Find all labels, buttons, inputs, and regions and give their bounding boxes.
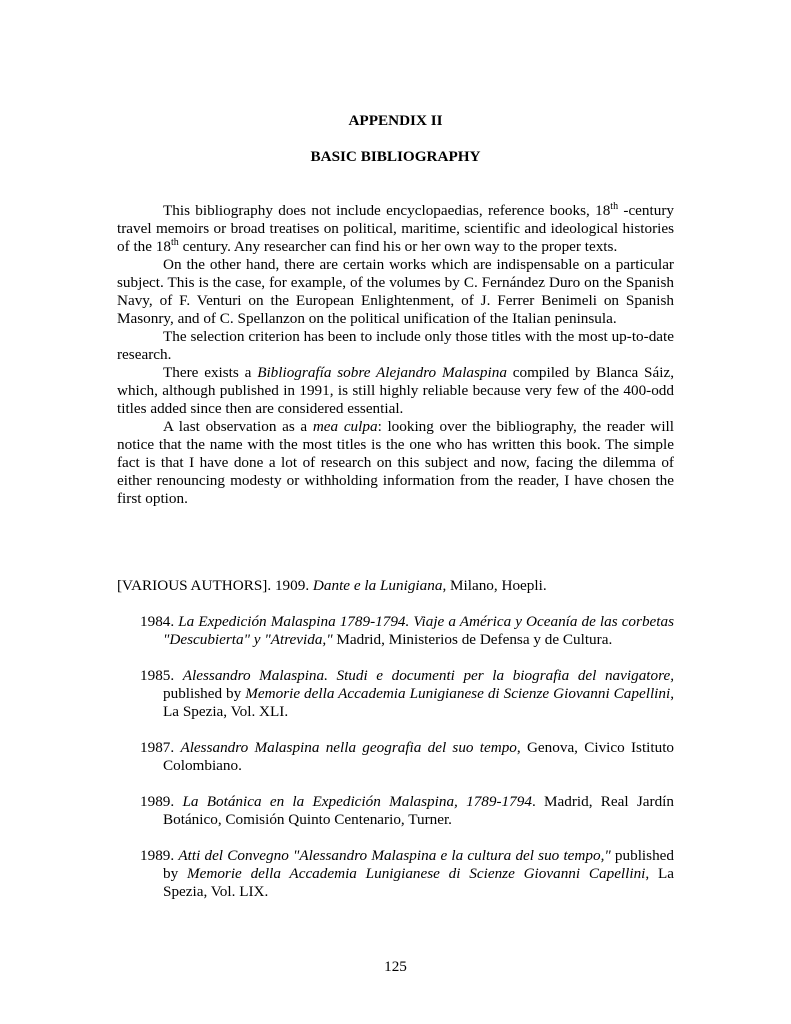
bibliography-first-entry — [117, 577, 674, 595]
bibliography-entry — [140, 613, 674, 649]
intro-paragraph-5 — [117, 418, 674, 508]
entry-publication: Memorie della Accademia Lunigianese di Scienze Giovanni Capellini — [186, 865, 646, 882]
text-run: century. Any researcher can find his or her own way to the proper texts. — [178, 238, 618, 255]
superscript: th — [171, 237, 179, 248]
entry-title: Alessandro Malaspina. Studi e documenti per la biografia del navigatore, — [182, 667, 674, 684]
entry-year: 1985. — [140, 667, 183, 684]
bibliography-list — [140, 613, 674, 919]
entry-year: 1989. — [140, 793, 183, 810]
entry-title: Dante e la Lunigiana — [312, 577, 443, 594]
intro-paragraph-3: The selection criterion has been to include only those titles with the most up-to-date research. — [117, 328, 674, 363]
entry-year: 1987. — [140, 739, 181, 756]
italic-title: Bibliografía sobre Alejandro Malaspina — [257, 364, 507, 381]
entry-published-by: published by — [163, 685, 246, 702]
entry-title: Alessandro Malaspina nella geografia del suo tempo — [180, 739, 517, 756]
bibliography-entry — [140, 847, 674, 901]
italic-phrase: mea culpa — [312, 418, 378, 435]
entry-rest: , Milano, Hoepli. — [442, 577, 547, 594]
bibliography-title: BASIC BIBLIOGRAPHY — [310, 148, 481, 165]
bibliography-entry — [140, 667, 674, 721]
appendix-title: APPENDIX II — [348, 112, 443, 129]
bibliography-entry — [140, 793, 674, 829]
intro-paragraph-1 — [117, 202, 674, 256]
entry-rest: . Madrid, Real Jardín Botánico, Comisión Quinto Centenario, Turner. — [163, 793, 674, 828]
intro-paragraph-4 — [117, 364, 674, 418]
entry-title: Atti del Convegno "Alessandro Malaspina e la cultura del suo tempo," — [178, 847, 611, 864]
text-run: There exists a — [163, 364, 258, 381]
page-number: 125 — [384, 958, 407, 975]
entry-title: La Expedición Malaspina 1789-1794. Viaje a América y Oceanía de las corbetas "Descubierta" y "Atrevida," — [163, 613, 674, 648]
text-run: A last observation as a — [163, 418, 313, 435]
entry-rest: , La Spezia, Vol. XLI. — [163, 685, 674, 720]
superscript: th — [610, 201, 619, 212]
text-run: compiled by Blanca Sáiz, which, although published in 1991, is still highly reliable because very few of the 400-odd titles added since then are considered essential. — [117, 364, 674, 417]
entry-publication: Memorie della Accademia Lunigianese di Scienze Giovanni Capellini — [245, 685, 671, 702]
intro-paragraph-2: On the other hand, there are certain works which are indispensable on a particular subject. This is the case, for example, of the volumes by C. Fernández Duro on the Spanish Navy, of F. Venturi on the European Enlightenment, of J. Ferrer Benimeli on Spanish Masonry, and of C. Spellanzon on the political unification of the Italian peninsula. — [117, 256, 674, 327]
entry-published-by: published by — [163, 847, 674, 882]
entry-year: 1984. — [140, 613, 179, 630]
entry-year: 1989. — [140, 847, 179, 864]
text-run: : looking over the bibliography, the reader will notice that the name with the most titles is the one who has written this book. The simple fact is that I have done a lot of research on this subject and now, facing the dilemma of either renouncing modesty or withholding information from the reader, I have chosen the first option. — [117, 418, 674, 507]
entry-rest: , La Spezia, Vol. LIX. — [163, 865, 674, 900]
entry-rest: Madrid, Ministerios de Defensa y de Cultura. — [332, 631, 613, 648]
entry-author-year: [VARIOUS AUTHORS]. 1909. — [117, 577, 313, 594]
entry-rest: , Genova, Civico Istituto Colombiano. — [163, 739, 675, 774]
entry-title: La Botánica en la Expedición Malaspina, 1789-1794 — [182, 793, 532, 810]
bibliography-entry — [140, 739, 674, 775]
text-run: -century travel memoirs or broad treatises on political, maritime, scientific and ideological histories of the 18 — [117, 202, 674, 255]
text-run: This bibliography does not include encyclopaedias, reference books, 18 — [163, 202, 611, 219]
intro-section — [117, 202, 674, 508]
